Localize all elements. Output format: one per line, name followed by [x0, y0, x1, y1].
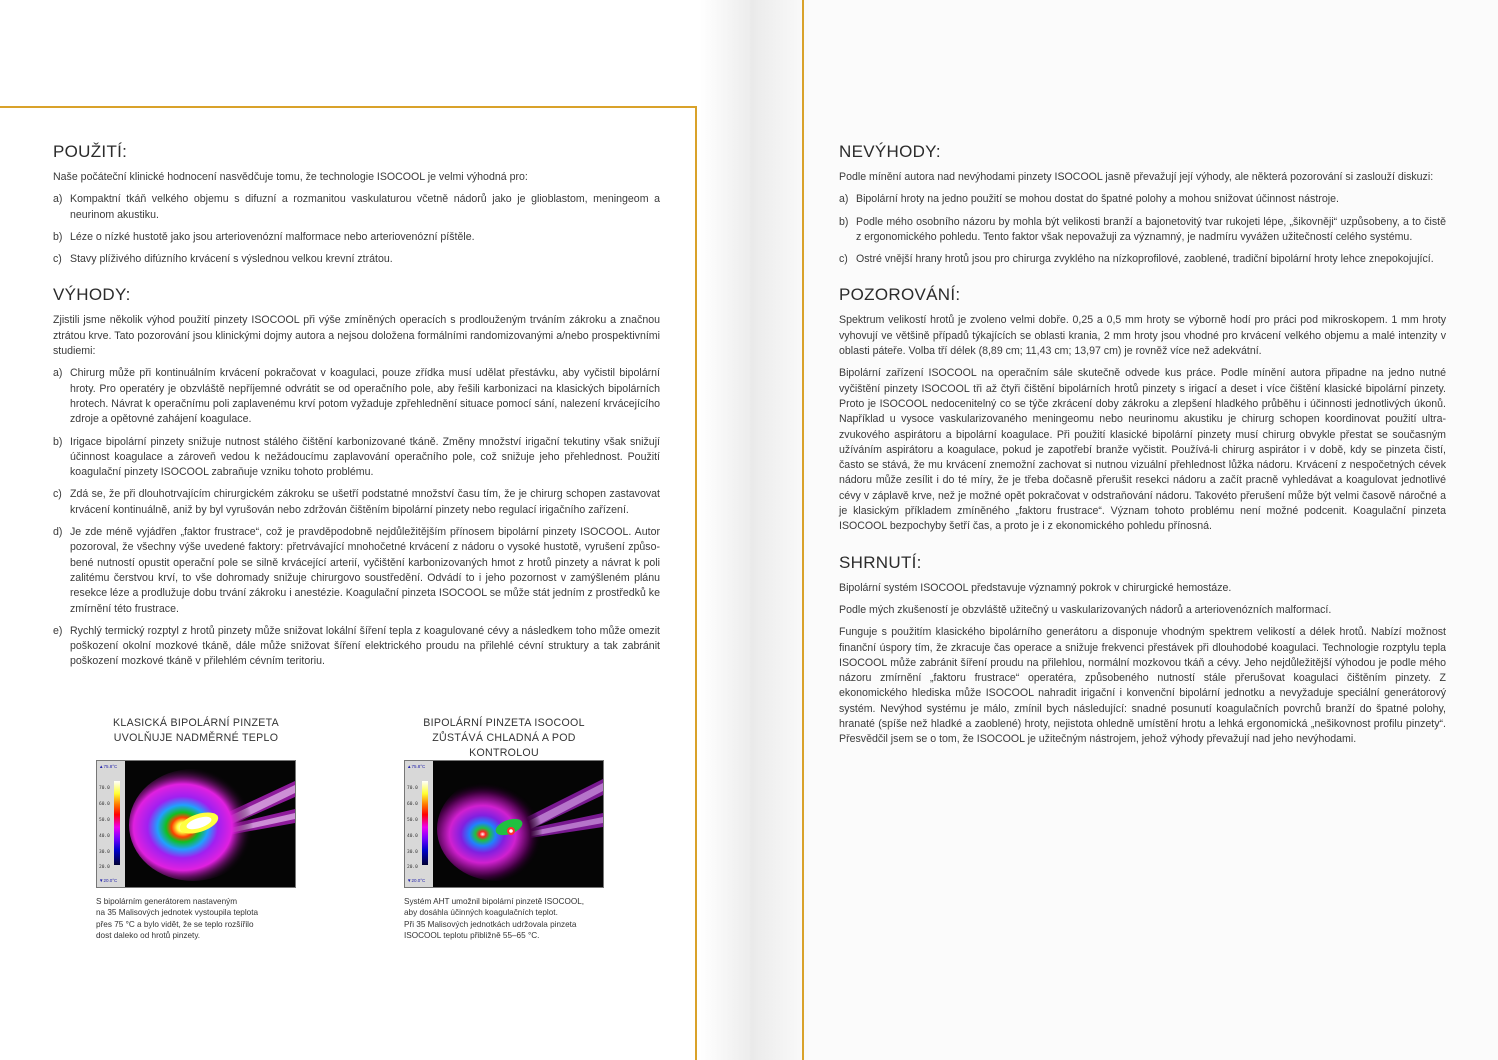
list-item-label: d): [53, 526, 63, 539]
shrnuti-paragraph: Podle mých zkušeností je obzvláště užitečný u vaskularizovaných nádorů a arteriovenózních malformací.: [839, 603, 1332, 616]
figure-title: [96, 716, 296, 748]
list-item: [53, 525, 660, 617]
shrnuti-paragraph: Bipolární systém ISOCOOL představuje významný pokrok v chirurgické hemostáze.: [839, 581, 1232, 594]
figure-title-line: ZŮSTÁVÁ CHLADNÁ A POD KONTROLOU: [432, 732, 576, 759]
list-item-text: Kompaktní tkáň velkého objemu s difuzní a rozmanitou vaskulaturou včetně nádorů jako je glioblastom, meningeom a neurinom akustiku.: [70, 193, 660, 221]
figure-title-line: BIPOLÁRNÍ PINZETA ISOCOOL: [423, 717, 585, 729]
figure-classic-forceps: [96, 716, 296, 942]
shrnuti-paragraph: Funguje s použitím klasického bipolárního generátoru a disponuje vhodným spektrem velikostí a délek hrotů. Nabízí možnost finanční úspory tím, že zkracuje čas operace a snižuje frekvenci přestávek při dlouhodobé koagulaci. Technologie rozptylu tepla ISOCOOL může zabránit šíření proudu na přilehlou, normální mozkovou tkáň a cévy. Jeho nejdůležitější výhodou je podle mého názoru zmírnění „faktoru frustrace“ operatéra, způsobeného nutností stále přerušovat koagulaci čištěním pinzety. Z ekonomického hlediska může ISOCOOL nahradit irigační i konvenční bipolární jednotku a nevyžaduje speciální generátorový systém. Nevýhod systému je málo, zmínil bych následující: snadné posunutí koagulačních povrchů branží do špatné polohy, hranaté (spíše než hladké a zaoblené) hroty, nejistota ohledně umístění hrotu a lehká ergonomická „nešikovnost profilu pinzety“. Přesvědčil jsem se o tom, že ISOCOOL je užitečným nástrojem, jehož výhody převažují nad jeho nevýhodami.: [839, 626, 1446, 746]
list-item-label: a): [53, 367, 63, 380]
list-item: [53, 366, 660, 427]
scale-max-label: ▲75.8°C: [407, 764, 426, 769]
list-item-text: Bipolární hroty na jedno použití se mohou dostat do špatné polohy a mohou snižovat účinnost nástroje.: [856, 193, 1339, 206]
figure-caption-line: Systém AHT umožnil bipolární pinzetě ISOCOOL,: [404, 897, 585, 906]
thermal-forceps-cool-image: [433, 761, 603, 887]
list-item: [53, 624, 660, 670]
figure-caption-line: ISOCOOL teplotu přibližně 55–65 °C.: [404, 931, 540, 941]
section-heading-pouziti: POUŽITÍ:: [53, 142, 128, 161]
scale-min-label: ▼20.0°C: [99, 878, 118, 883]
scale-tick: 30.0: [407, 850, 418, 855]
figure-title-line: UVOLŇUJE NADMĚRNÉ TEPLO: [113, 732, 279, 744]
list-item-label: a): [839, 193, 849, 206]
list-item-text: Podle mého osobního názoru by mohla být velikosti branží a bajonetovitý tvar rukojeti lépe, „šikovněji“ uzpůsobeny, a to čistě z ergonomického pohledu. Tento faktor však nepovažuji za významný, je nadmíru vyvážen užitečností celého systému.: [856, 215, 1446, 243]
scale-tick: 40.0: [407, 834, 418, 839]
scale-tick: 70.0: [407, 786, 418, 791]
scale-tick: 50.0: [407, 818, 418, 823]
right-text-column: [839, 138, 1446, 755]
thermal-image: [96, 760, 296, 888]
list-item: [53, 435, 660, 481]
section-heading-vyhody: VÝHODY:: [53, 285, 131, 305]
list-item-label: e): [53, 624, 63, 637]
list-item-label: b): [839, 215, 849, 228]
scale-min-label: ▼20.0°C: [407, 878, 426, 883]
section-heading-nevyhody: NEVÝHODY:: [839, 142, 941, 161]
figure-caption: [96, 896, 296, 942]
vyhody-intro: Zjistili jsme několik výhod použití pinzety ISOCOOL při výše zmíněných operacích s prodlouženým trváním zákroku a značnou ztrátou krve. Tato pozorování jsou klinickými dojmy autora a nejsou doložena formálními randomizovanými a/nebo prospektivními studiemi:: [53, 314, 660, 358]
list-item: [839, 252, 1446, 267]
scale-tick: 50.0: [99, 818, 110, 823]
figure-title: [404, 716, 604, 759]
page-gutter-shadow: [700, 0, 810, 1060]
list-item-label: c): [53, 488, 62, 501]
list-item-text: Ostré vnější hrany hrotů jsou pro chirurga zvyklého na nízkoprofilové, zaoblené, tradiční bipolární hroty lehce znepokojující.: [856, 253, 1434, 266]
figure-caption-line: Při 35 Malisových jednotkách udržovala pinzeta: [404, 919, 577, 929]
scale-tick: 40.0: [99, 834, 110, 839]
list-item-label: b): [53, 435, 63, 448]
list-item-text: Rychlý termický rozptyl z hrotů pinzety může snižovat lokální šíření tepla z koagulované cévy a následkem toho může omezit poškození okolní mozkové tkáně, dále může snižovat šíření elektrického proudu na přilehlé cévní struktury a tak zabránit poškození mozkové tkáně v přilehlém cévním teritoriu.: [70, 624, 660, 668]
pouziti-intro: Naše počáteční klinické hodnocení nasvědčuje tomu, že technologie ISOCOOL je velmi výhodná pro:: [53, 171, 528, 183]
pozorovani-paragraph: Bipolární zařízení ISOCOOL na operačním sále skutečně odvede kus práce. Podle mínění autora připadne na jedno nutné vyčištění pinzety ISOCOOL tři až čtyři čištění bipolárních hrotů pinzety s irigací a deset i více čištění klasické bipolární pinzety. Proto je ISOCOOL nedocenitelný co se týče zkrácení doby zákroku a zlepšení hladkého průběhu i účinnosti jednotlivých úkonů. Například u vysoce vaskularizovaného meningeomu nebo neurinomu akustiku je chirurg schopen koordinovat použití ultrazvukového aspirátoru a bipolární koagulace. Při použití klasické bipolární pinzety musí chirurg obvykle přestat se současným užíváním aspirátoru a koagulace, pokud je zapotřebí branže vyčistit. Používá-li chirurg aspirátor i v době, kdy se pinzeta čistí, často se stává, že mu krvácení znemožní zachovat si nutnou vizuální přehlednost lůžka nádoru. Krvácení z nespočetných cévek nádoru může zesílit i do té míry, že je třeba dočasně přerušit resekci nádoru a začít pracně vyhledávat a koagulovat jednotlivé cévy v záplavě krve, než je možné opět pokračovat v odstraňování nádoru. Takovéto přerušení může být velmi časově náročné a je klasickým příkladem zmíněného „faktoru frustrace“. Význam tohoto problému není možné podcenit. Koagulační pinzeta ISOCOOL bezpochyby šetří čas, a proto je i z ekonomického pohledu přínosná.: [839, 367, 1446, 533]
list-item: [53, 252, 660, 267]
color-scale-bar: [422, 781, 428, 865]
pozorovani-paragraph: Spektrum velikostí hrotů je zvoleno velmi dobře. 0,25 a 0,5 mm hroty se výborně hodí pro práci pod mikroskopem. 1 mm hroty vyhovují ve většině případů týkajících se oblasti krania, 2 mm hroty jsou vhodné pro krvácení velkého objemu a malé intenzity v oblasti páteře. Volba tří délek (8,89 cm; 11,43 cm; 13,97 cm) je rovněž více než adekvátní.: [839, 314, 1446, 358]
figure-caption-line: dost daleko od hrotů pinzety.: [96, 931, 201, 941]
scale-tick: 60.0: [99, 802, 110, 807]
list-item-text: Zdá se, že při dlouhotrvajícím chirurgickém zákroku se ušetří podstatné množství času tím, že je chirurg schopen zastavovat krvácení kontinuálně, aniž by byl vyrušován nebo zdržován čištěním bipolární pinzety nebo regulací irigačního zařízení.: [70, 488, 660, 516]
thermal-image: [404, 760, 604, 888]
temperature-scale: [405, 761, 433, 887]
list-item: [53, 192, 660, 223]
list-item-label: c): [839, 253, 848, 266]
list-item: [53, 487, 660, 518]
list-item-label: a): [53, 193, 63, 206]
list-item-text: Chirurg může při kontinuálním krvácení pokračovat v koagulaci, pouze zřídka musí udělat přestávku, aby vyčistil bipolární hroty. Pro operatéry je obzvláště nepříjemné odvrátit se od operačního pole, aby řešili karbonizaci na klasických bipolárních hrotech. Návrat k operačnímu poli zaplavenému krví potom vyžaduje zpřehlednění situace pomocí sání, nalezení krvácejícího zdroje a opětovné zahájení koagulace.: [70, 367, 660, 426]
scale-tick: 60.0: [407, 802, 418, 807]
list-item-text: Je zde méně vyjádřen „faktor frustrace“, což je pravděpodobně nejdůležitějším přínosem bipolární pinzety ISOCOOL. Autor pozoroval, že všechny výše uvedené faktory: přetrvávající mnohočetné krvácení z nádoru o vysoké hustotě, vyrušení způsobené nutností opustit operační pole se silně krvácející arterií, vyčištění karbonizovaných hmot z hrotů pinzety a návrat k poli zalitému čerstvou krví, to vše dohromady snižuje chirurgovo soustředění. Odvádí to i jeho pozornost v zamýšleném plánu resekce léze a prodlužuje dobu trvání zákroku i anestézie. Koagulační pinzeta ISOCOOL se může stát jedním z prostředků ke zmírnění této frustrace.: [70, 526, 660, 615]
list-item: [839, 192, 1446, 207]
list-item-label: b): [53, 230, 63, 243]
color-scale-bar: [114, 781, 120, 865]
scale-tick: 70.0: [99, 786, 110, 791]
temperature-scale: [97, 761, 125, 887]
figure-caption-line: na 35 Malisových jednotek vystoupila teplota: [96, 908, 259, 918]
left-text-column: [53, 138, 660, 677]
list-item-text: Stavy plíživého difúzního krvácení s výslednou velkou krevní ztrátou.: [70, 253, 393, 266]
gold-rule-horizontal: [0, 106, 696, 108]
list-item-text: Irigace bipolární pinzety snižuje nutnost stálého čištění karbonizované tkáně. Změny množství irigační tekutiny však snižují účinnost koagulace a zároveň vedou k nežádoucímu zaplavování operačního pole, což snižuje jeho přehlednost. Použití koagulační pinzety ISOCOOL zabraňuje vzniku tohoto problému.: [70, 435, 660, 479]
gold-rule-vertical-right: [802, 0, 804, 1060]
scale-tick: 20.0: [99, 865, 110, 870]
figure-isocool-forceps: [404, 716, 604, 942]
section-heading-pozorovani: POZOROVÁNÍ:: [839, 285, 961, 305]
figure-caption-line: přes 75 °C a bylo vidět, že se teplo rozšířilo: [96, 919, 254, 929]
figure-caption-line: S bipolárním generátorem nastaveným: [96, 897, 238, 906]
figure-title-line: KLASICKÁ BIPOLÁRNÍ PINZETA: [113, 717, 279, 729]
list-item-text: Léze o nízké hustotě jako jsou arteriovenózní malformace nebo arteriovenózní píštěle.: [70, 230, 475, 243]
nevyhody-intro: Podle mínění autora nad nevýhodami pinzety ISOCOOL jasně převažují její výhody, ale některá pozorování si zaslouží diskuzi:: [839, 171, 1434, 183]
scale-max-label: ▲75.8°C: [99, 764, 118, 769]
scale-tick: 20.0: [407, 865, 418, 870]
section-heading-shrnuti: SHRNUTÍ:: [839, 552, 922, 572]
thermal-forceps-hot-image: [125, 761, 295, 887]
list-item-label: c): [53, 253, 62, 266]
list-item: [53, 230, 660, 245]
figure-caption-line: aby dosáhla účinných koagulačních teplot.: [404, 908, 558, 918]
figure-caption: [404, 896, 604, 942]
list-item: [839, 215, 1446, 246]
gold-rule-vertical-left: [695, 106, 697, 1060]
scale-tick: 30.0: [99, 850, 110, 855]
